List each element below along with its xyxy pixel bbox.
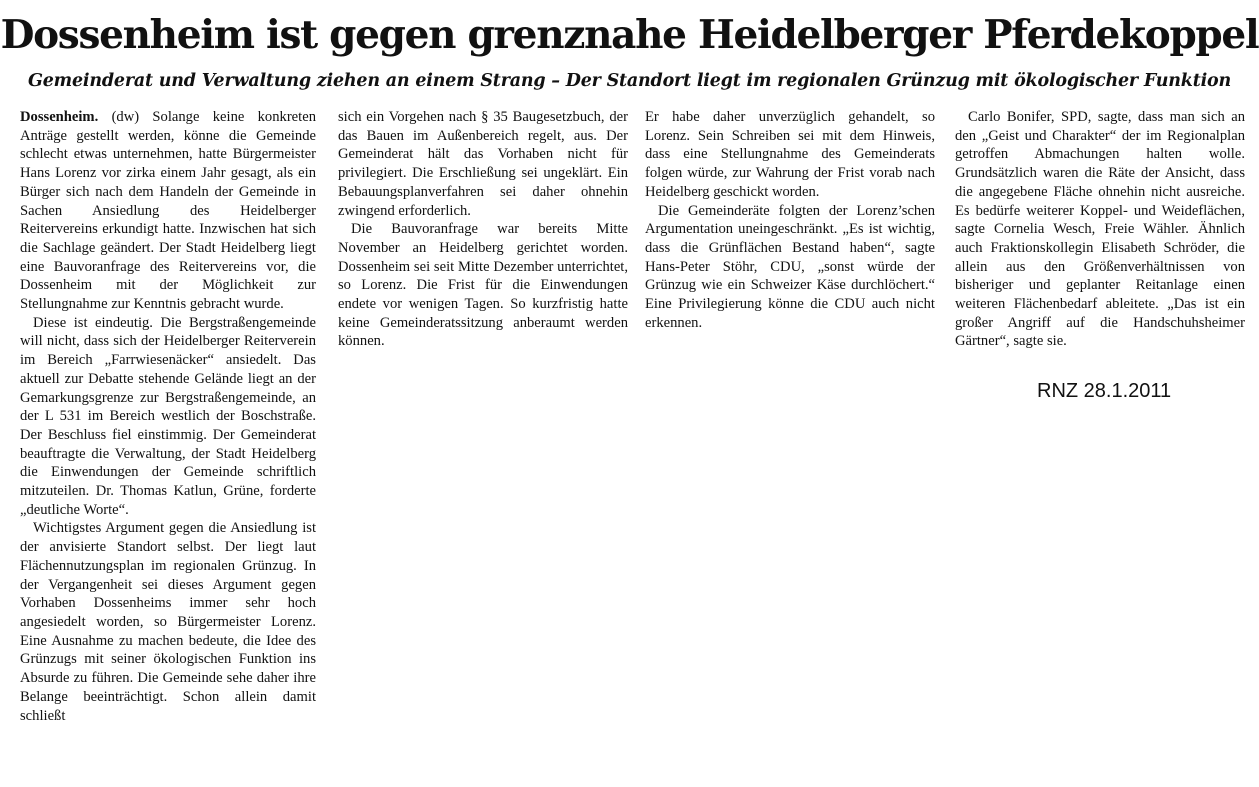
article-column-1 (20, 108, 316, 725)
article-column-4 (955, 108, 1245, 351)
article-column-2 (338, 108, 628, 351)
subheadline: Gemeinderat und Verwaltung ziehen an einem Strang – Der Standort liegt im regionalen Grünzug mit ökologischer Funktion (27, 71, 1232, 91)
article-paragraph: Er habe daher unverzüglich gehandelt, so Lorenz. Sein Schreiben sei mit dem Hinweis, dass eine Stellungnahme des Gemeinderats folgen würde, zur Wahrung der Frist vorab nach Heidelberg geschickt worden. (645, 109, 935, 200)
article-paragraph: Wichtigstes Argument gegen die Ansiedlung ist der anvisierte Standort selbst. Der liegt laut Flächennutzungsplan im regionalen Grünzug. In der Vergangenheit sei dieses Argument gegen Vorhaben Dossenheims immer sehr hoch angesiedelt worden, so Bürgermeister Lorenz. Eine Ausnahme zu machen bedeute, die Idee des Grünzugs mit seiner ökologischen Funktion ins Absurde zu führen. Die Gemeinde sehe daher ihre Belange beeinträchtigt. Schon allein damit schließt (20, 520, 316, 724)
article-paragraph (20, 108, 316, 314)
article-paragraph: sich ein Vorgehen nach § 35 Baugesetzbuch, der das Bauen im Außenbereich regelt, aus. Der Gemeinderat hält das Vorhaben nicht für privilegiert. Die Erschließung sei ungeklärt. Ein Bebauungsplanverfahren sei daher ohnehin zwingend erforderlich. (338, 109, 628, 219)
article-paragraph: Carlo Bonifer, SPD, sagte, dass man sich an den „Geist und Charakter“ der im Regionalplan getroffen Abmachungen halten wolle. Grundsätzlich waren die Räte der Ansicht, dass die angegebene Fläche ohnehin nicht ausreiche. Es bedürfe weiterer Koppel- und Weideflächen, sagte Cornelia Wesch, Freie Wähler. Ähnlich auch Fraktionskollegin Elisabeth Schröder, die allein aus den Größenverhältnissen von bisheriger und geplanter Reitanlage einen weiteren Flächenbedarf ableitete. „Das ist ein großer Angriff auf die Handschuhsheimer Gärtner“, sagte sie. (955, 109, 1245, 350)
article-paragraph: Die Gemeinderäte folgten der Lorenz’schen Argumentation uneingeschränkt. „Es ist wichtig, dass die Grünflächen Bestand haben“, sagte Hans-Peter Stöhr, CDU, „sonst würde der Grünzug wie ein Schweizer Käse durchlöchert.“ Eine Privilegierung könne die CDU auch nicht erkennen. (645, 202, 935, 331)
article-paragraph: Diese ist eindeutig. Die Bergstraßengemeinde will nicht, dass sich der Heidelberger Reiterverein im Bereich „Farrwiesenäcker“ ansiedelt. Das aktuell zur Debatte stehende Gelände liegt an der Gemarkungsgrenze zur Bergstraßengemeinde, an der L 531 im Bereich westlich der Boschstraße. Der Beschluss fiel einstimmig. Der Gemeinderat beauftragte die Verwaltung, der Stadt Heidelberg die Einwendungen der Gemeinde schriftlich mitzuteilen. Dr. Thomas Katlun, Grüne, forderte „deutliche Worte“. (20, 314, 316, 518)
headline: Dossenheim ist gegen grenznahe Heidelberger Pferdekoppel (0, 12, 1259, 58)
article-paragraph: Die Bauvoranfrage war bereits Mitte November an Heidelberg gerichtet worden. Dossenheim sei seit Mitte Dezember unterrichtet, so Lorenz. Die Frist für die Einwendungen endete vor wenigen Tagen. So kurzfristig hatte keine Gemeinderatssitzung anberaumt werden können. (338, 221, 628, 350)
dateline: Dossenheim. (20, 109, 99, 125)
source-note: RNZ 28.1.2011 (1037, 380, 1172, 402)
paragraph-text: (dw) Solange keine konkreten Anträge gestellt werden, könne die Gemeinde schlecht etwas unternehmen, hatte Bürgermeister Hans Lorenz vor zirka einem Jahr gesagt, als ein Bürger sich nach dem Handeln der Gemeinde in Sachen Ansiedlung des Heidelberger Reitervereins erkundigt hatte. Inzwischen hat sich die Sachlage geändert. Der Stadt Heidelberg liegt eine Bauvoranfrage des Reitervereins vor, die Dossenheim mit der Möglichkeit zur Stellungnahme zur Kenntnis gebracht wurde. (20, 109, 316, 313)
article-column-3 (645, 108, 935, 332)
